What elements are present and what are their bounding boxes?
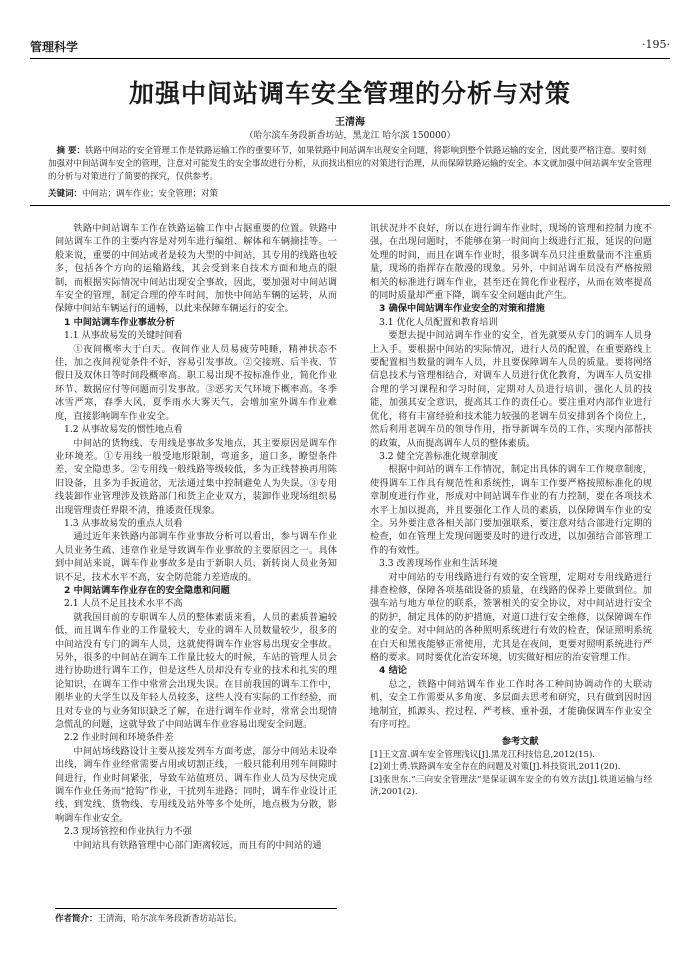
section-heading-2: 2 中间站调车作业存在的安全隐患和问题 (64, 584, 230, 596)
keywords-text: 中间站；调车作业；安全管理；对策 (82, 189, 219, 199)
abstract-divider (30, 205, 670, 206)
footnote-divider (55, 908, 337, 909)
keywords (48, 187, 652, 199)
paragraph-4: 总之，铁路中间站调车作业工作时各工种间协调动作的大联动机，安全工作需要从多角度、多层面去思考和研究，只有做到因时因地制宜，抓源头、控过程、严考核、重补强，才能确保调车作业安全有序可控。 (370, 678, 652, 731)
continued-paragraph: 讯状况并不良好，所以在进行调车作业时，现场的管理和控制力度不强，在出现问题时，不能够在第一时间向上级进行汇报，延误的问题处理的时间，而且在调车作业时，很多调车员只注重数量而不注重质量，现场的指挥存在散漫的现象。另外，中间站调车员没有严格按照相关的标准进行调车作业，甚至还在简化作业程序，从而在效率提高的同时质量却严重下降，调车安全问题由此产生。 (370, 223, 652, 302)
paragraph-2-2: 中间站场线路设计主要从接发列车方面考虑，部分中间站未设牵出线，调车作业经常需要占用或切割正线，一般只能利用列车间隙时间进行，作业时间紧张，导致车站值班员、调车作业人员为尽快完成调车作业任务而“抢钩”作业，干扰列车进路；同时，调车作业设计正线、到发线、货物线、专用线及站外等多个处所，地点极为分散，影响调车作业安全。 (55, 745, 337, 824)
intro-paragraph: 铁路中间站调车工作在铁路运输工作中占据重要的位置。铁路中间站调车工作的主要内容是对列车进行编组、解体和车辆摘挂等。一般来说，重要的中间站或者是较为大型的中间站，其专用的线路也较多，包括各个方向的运输路线，其会受到来自技术方面和地点的限制，而根据实际情况中间站出现安全事故，因此，要加强对中间站调车安全的管理，制定合理的停车时间，加快中间站车辆的运转，从而保障中间站车辆运行的通畅，以此来保障车辆运行的安全。 (55, 223, 337, 315)
paragraph-2-3: 中间站具有铁路管理中心部门距离较远，而且有的中间站的通 (73, 839, 322, 851)
keywords-label: 关键词： (48, 189, 83, 199)
paragraph-1-2: 中间站的货物线、专用线是事故多发地点，其主要原因是调车作业环境差。①专用线一般受地形限制，弯道多，道口多，瞭望条件差，安全隐患多。②专用线一般线路等级较低，多为正线替换再用陈旧设备，且多为手扳道岔，无法通过集中控制避免人为失误。③专用线装卸作业管理涉及铁路部门和货主企业双方，装卸作业现场组织易出现管理责任界限不清，推诿责任现象。 (55, 437, 337, 516)
subsection-heading-2-1: 2.1 人员不足且技术水平不高 (64, 598, 183, 610)
abstract (48, 145, 652, 184)
paragraph-3-3: 对中间站的专用线路进行有效的安全管理，定期对专用线路进行排查检修，保障各项基础设备的质量，在线路的保养上要做到位。加强车站与地方单位的联系，签署相关的安全协议，对中间站进行安全的防护，制定具体的防护措施，对道口进行安全维修，以保障调车作业的安全。对中间站的各种照明系统进行有效的检查，保证照明系统在白天和黑夜能够正常使用，尤其是在夜间，更要对照明系统进行严格的要求。同时要优化治安环境，切实做好相应的治安管理工作。 (370, 571, 652, 663)
references-title: 参考文献 (501, 736, 539, 748)
section-heading-4: 4 结论 (379, 665, 407, 677)
paragraph-1-1: ①夜间概率大于白天。夜间作业人员易疲劳吨睡，精神状态不佳，加之夜间视觉条件不好，容易引发事故。②交接班、后半夜、节假日及双休日等时间段概率高。职工易出现不按标准作业，简化作业环节、数据应付等问题而引发事故。③恶劣天气环境下概率高。冬季冰雪严寒，春季大风，夏季雨水大雾天气，会增加室外调车作业难度，直接影响调车作业安全。 (55, 343, 337, 422)
section-heading-1: 1 中间站调车作业事故分析 (64, 316, 175, 328)
author-footnote (55, 912, 355, 924)
paragraph-1-3: 通过近年来铁路内部调车作业事故分析可以看出，参与调车作业人员业务生疏、违章作业是导致调车作业事故的主要原因之一。具体到中间站来说，调车作业事故多是由于新职人员、新转岗人员业务知识不足，技术水平不高，安全防范能力差造成的。 (55, 531, 337, 583)
paragraph-3-2: 根据中间站的调车工作情况，制定出具体的调车工作规章制度，使得调车工作具有规范性和系统性，调车工作要严格按照标准化的规章制度进行作业，形成对中间站调车作业的有力控制，要在各项技术水平上加以提高，并且要强化工作人员的素质，以保障调车作业的安全。另外要注意各相关部门要加强联系，要注意对结合部进行定期的检查，如在管理上发现问题要及时的进行改进，以加强结合部管理工作的有效性。 (370, 464, 652, 556)
article-title: 加强中间站调车安全管理的分析与对策 (128, 79, 571, 108)
subsection-heading-3-3: 3.3 改善现场作业和生活环境 (379, 558, 498, 570)
subsection-heading-2-3: 2.3 现场管控和作业执行力不强 (64, 826, 192, 838)
paragraph-3-1: 要想去提中间站调车作业的安全，首先就要从专门的调车人员身上入手。要根据中间站的实际情况，进行人员的配置，在重要路线上要配置相当数量的调车人员，并且要保障调车人员的质量。要将网络信息技术与管理相结合，对调车人员进行优化教育，为调车人员安排合理的学习课程和学习时间，定期对人员进行培训，强化人员的技能，加强其安全意识，提高其工作的责任心。要注重对内部作业进行优化，将有丰富经验和技术能力较强的老调车员安排到各个岗位上，然后利用老调车员的领导作用，指导新调车员的工作，实现内部帮扶的政策，从而提高调车人员的整体素质。 (370, 330, 652, 449)
footnote-text: 王清海，哈尔滨车务段新香坊站站长。 (97, 914, 243, 924)
abstract-text: 铁路中间站的安全管理工作是铁路运输工作的重要环节，如果铁路中间站调车出现安全问题，将影响到整个铁路运输的安全，因此要严格注意。要时刻加强对中间站调车安全的管理，注意对可能发生的安全事故进行分析，从而找出相应的对策进行治理，从而保障铁路运输的安全。本文就加强中间站调车安全管理的分析与对策进行了简要的探究，仅供参考。 (48, 146, 652, 182)
left-column (55, 222, 337, 852)
footnote-label: 作者简介： (55, 914, 98, 924)
section-heading-3: 3 确保中间站调车作业安全的对策和措施 (379, 303, 545, 315)
journal-name: 管理科学 (30, 40, 79, 54)
subsection-heading-1-2: 1.2 从事故易发的惯性地点看 (64, 424, 183, 436)
affiliation: （哈尔滨车务段新香坊站，黑龙江 哈尔滨 150000） (244, 131, 456, 141)
page-number: ·195· (642, 38, 670, 51)
reference-item: [1]王文富.调车安全管理浅议[J].黑龙江科技信息,2012(15). (370, 749, 595, 760)
reference-item: [2]刘士勇.铁路调车安全存在的问题及对策[J].科技资讯,2011(20). (370, 762, 621, 773)
right-column (370, 222, 652, 798)
reference-item: [3]张世东.“三向安全管理法”是保证调车安全的有效方法[J].铁道运输与经济,2001(2). (370, 774, 652, 798)
running-header (30, 38, 670, 59)
abstract-label: 摘 要： (56, 146, 85, 156)
subsection-heading-3-2: 3.2 健全完善标准化规章制度 (379, 450, 498, 462)
subsection-heading-1-3: 1.3 从事故易发的重点人员看 (64, 517, 183, 529)
subsection-heading-2-2: 2.2 作业时间和环境条件差 (64, 732, 174, 744)
subsection-heading-1-1: 1.1 从事故易发的关键时间看 (64, 330, 183, 342)
subsection-heading-3-1: 3.1 优化人员配置和教育培训 (379, 316, 498, 328)
author: 王清海 (335, 117, 365, 128)
paragraph-2-1: 就我国目前的专职调车人员的整体素质来看，人员的素质普遍较低，而且调车作业的工作量较大，专业的调车人员数量较少，很多的中间站没有专门的调车人员，这就使得调车作业容易出现安全事故。另外，很多的中间站在调车工作量比较大的时候，车站的管理人员会进行协助进行调车工作，但是这些人员却没有专业的技术和扎实的理论知识，在调车工作中常常会出现失误。在目前我国的调车工作中，刚毕业的大学生以及年轻人员较多，这些人没有实际的工作经验，而且对专业的与业务知识缺乏了解，在进行调车作业时，常常会出现情急慌乱的问题，这就导致了中间站调车作业容易出现安全问题。 (55, 611, 337, 731)
